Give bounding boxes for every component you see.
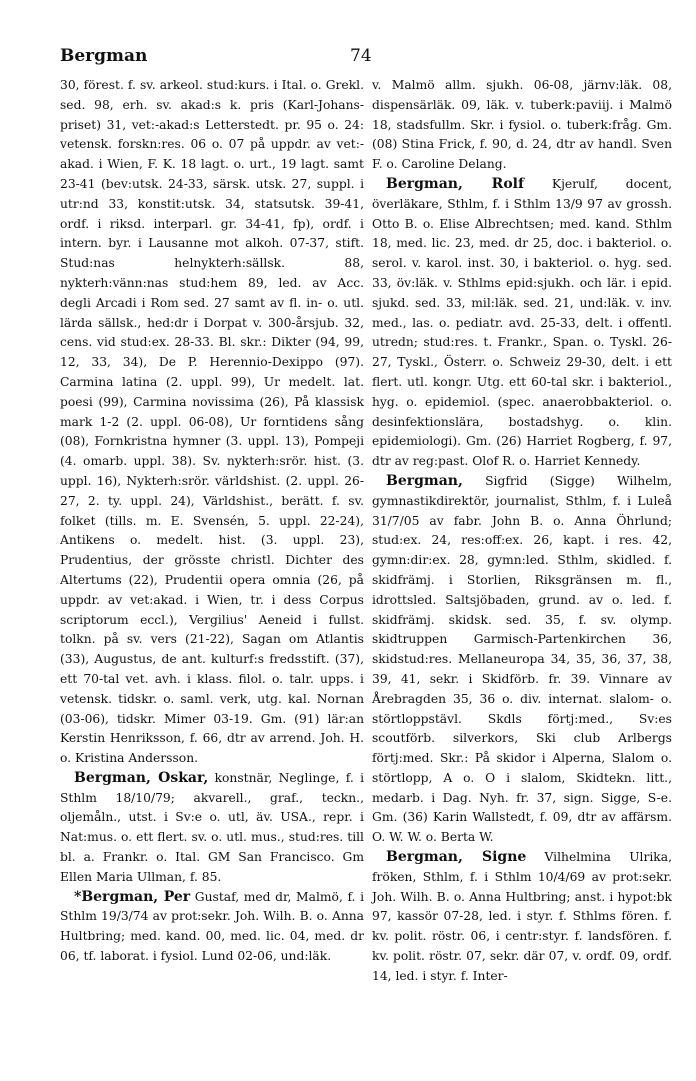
entry-name: Bergman,	[386, 472, 463, 489]
entry-text: Gustaf, med dr, Malmö, f. i Sthlm 19/3/74 av prot:sekr. Joh. Wilh. B. o. Anna Hultbring; med. kand. 00, med. lic. 04, med. dr 06, tf. laborat. i fysiol. Lund 02-06, und:läk.	[60, 889, 364, 964]
continued-entry-text: v. Malmö allm. sjukh. 06-08, järnv:läk. 08, dispensärläk. 09, läk. v. tuberk:paviij. i Malmö 18, stadsfullm. Skr. i fysiol. o. tuberk:fråg. Gm. (08) Stina Frick, f. 90, d. 24, dtr av handl. Sven F. o. Caroline Delang.	[372, 78, 672, 172]
entry-bergman-signe	[372, 848, 672, 987]
continued-entry-text: 30, förest. f. sv. arkeol. stud:kurs. i Ital. o. Grekl. sed. 98, erh. sv. akad:s k. pris (Karl-Johans-priset) 31, vet:-akad:s Letterstedt. pr. 95 o. 24: vetensk. forskn:res. 06 o. 07 på uppdr. av vet:-akad. i Wien, F. K. 18 lagt. o. urt., 19 lagt. samt 23-41 (bev:utsk. 24-33, särsk. utsk. 27, suppl. i utr:nd 33, konstit:utsk. 34, statsutsk. 39-41, ordf. i riksd. interparl. gr. 34-41, fp), ordf. i intern. byr. i Lausanne mot alkoh. 07-37, stift. Stud:nas helnykterh:sällsk. 88, nykterh:vänn:nas stud:hem 89, led. av Acc. degli Arcadi i Rom sed. 27 samt av fl. in- o. utl. lärda sällsk., hed:dr i Dorpat v. 300-årsjub. 32, cens. vid stud:ex. 28-33. Bl. skr.: Dikter (94, 99, 12, 33, 34), De P. Herennio-Dexippo (97). Carmina latina (2. uppl. 99), Ur medelt. lat. poesi (99), Carmina novissima (26), På klassisk mark 1-2 (2. uppl. 06-08), Ur forntidens sång (08), Fornkristna hymner (3. uppl. 13), Pompeji (4. omarb. uppl. 38). Sv. nykterh:srör. hist. (3. uppl. 16), Nykterh:srör. världshist. (2. uppl. 26-27, 2. ty. uppl. 24), Världshist., berätt. f. sv. folket (tills. m. E. Svensén, 5. uppl. 22-24), Antikens o. medelt. hist. (3. uppl. 23), Prudentius, der grösste christl. Dichter des Altertums (22), Prudentii opera omnia (26, på uppdr. av vet:akad. i Wien, tr. i dess Corpus scriptorum eccl.), Vergilius' Aeneid i fullst. tolkn. på sv. vers (21-22), Sagan om Atlantis (33), Augustus, de ant. kulturf:s fredsstift. (37), ett 70-tal vet. avh. i klass. filol. o. talr. upps. i vetensk. tidskr. o. saml. verk, utg. kal. Nornan (03-06), tidskr. Mimer 03-19. Gm. (91) lär:an Kerstin Henriksson, f. 66, dtr av arrend. Joh. H. o. Kristina Andersson.	[60, 78, 364, 766]
entry-bergman-oskar	[60, 769, 364, 888]
entry-text: Vilhelmina Ulrika, fröken, Sthlm, f. i Sthlm 10/4/69 av prot:sekr. Joh. Wilh. B. o. Anna Hultbring; anst. i hypot:bk 97, kassör 07-28, led. i styr. f. Sthlms fören. f. kv. polit. röstr. 06, i centr:styr. f. landsfören. f. kv. polit. röstr. 07, sekr. där 07, v. ordf. 09, ordf. 14, led. i styr. f. Inter-	[372, 850, 672, 983]
entry-name: Bergman, Rolf	[386, 175, 524, 192]
entry-text: Kjerulf, docent, överläkare, Sthlm, f. i Sthlm 13/9 97 av grossh. Otto B. o. Elise Albrechtsen; med. kand. Sthlm 18, med. lic. 23, med. dr 25, doc. i bakteriol. o. serol. v. karol. inst. 30, i bakteriol. o. hyg. sed. 33, öv:läk. v. Sthlms epid:sjukh. och lär. i epid. sjukd. sed. 33, mil:läk. sed. 21, und:läk. v. inv. med., las. o. pediatr. avd. 25-33, delt. i offentl. utredn; stud:res. t. Frankr., Span. o. Tyskl. 26-27, Tyskl., Österr. o. Schweiz 29-30, delt. i ett flert. utl. kongr. Utg. ett 60-tal skr. i bakteriol., hyg. o. epidemiol. (spec. anaerobbakteriol. o. desinfektionslära, bostadshyg. o. klin. epidemiologi). Gm. (26) Harriet Rogberg, f. 97, dtr av reg:past. Olof R. o. Harriet Kennedy.	[372, 176, 672, 469]
page-number: 74	[350, 46, 372, 66]
entry-text: konstnär, Neglinge, f. i Sthlm 18/10/79; akvarell., graf., teckn., oljemåln., utst. i Sv:e o. utl, äv. USA., repr. i Nat:mus. o. ett flert. sv. o. utl. mus., stud:res. till bl. a. Frankr. o. Ital. GM San Francisco. Gm Ellen Maria Ullman, f. 85.	[60, 770, 365, 884]
running-head: Bergman	[60, 46, 148, 66]
entry-bergman-per	[60, 888, 364, 967]
left-column	[60, 76, 364, 967]
entry-bergman-sigfrid	[372, 472, 672, 848]
entry-bergman-rolf	[372, 175, 672, 472]
entry-name: *Bergman, Per	[74, 888, 191, 905]
entry-name: Bergman, Signe	[386, 849, 527, 866]
entry-name: Bergman, Oskar,	[74, 769, 209, 786]
entry-text: Sigfrid (Sigge) Wilhelm, gymnastikdirektör, journalist, Sthlm, f. i Luleå 31/7/05 av fabr. John B. o. Anna Öhrlund; stud:ex. 24, res:off:ex. 26, kapt. i res. 42, gymn:dir:ex. 28, gymn:led. Sthlm, skidled. f. skidfrämj. i Storlien, Riksgränsen m. fl., idrottsled. Saltsjöbaden, grund. av o. led. f. skidfrämj. skidsk. sed. 35, f. sv. olymp. skidtruppen Garmisch-Partenkirchen 36, skidstud:res. Mellaneuropa 34, 35, 36, 37, 38, 39, 41, sekr. i Skidförb. fr. 39. Vinnare av Årebragden 35, 36 o. div. internat. slalom- o. störtloppstävl. Skdls förtj:med., Sv:es scoutförb. silverkors, Ski club Arlbergs förtj:med. Skr.: På skidor i Alperna, Slalom o. störtlopp, A o. O i slalom, Skidtekn. litt., medarb. i Dag. Nyh. fr. 37, sign. Sigge, S-e. Gm. (36) Karin Wallstedt, f. 09, dtr av affärsm. O. W. W. o. Berta W.	[372, 473, 672, 845]
right-column	[372, 76, 672, 987]
